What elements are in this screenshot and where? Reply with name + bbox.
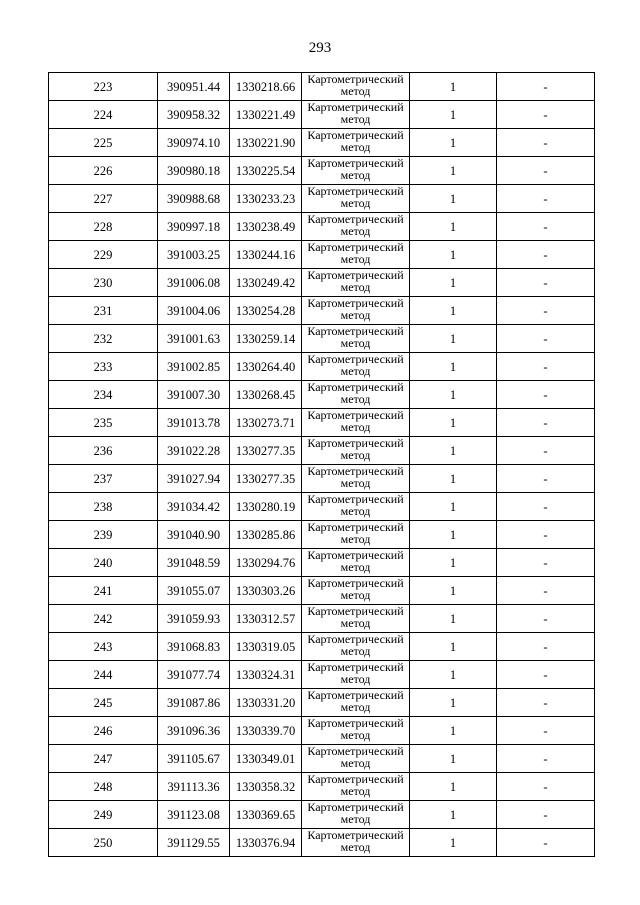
point-number-cell: 239 bbox=[49, 521, 158, 549]
note-cell: - bbox=[497, 661, 595, 689]
accuracy-cell: 1 bbox=[410, 465, 497, 493]
note-cell: - bbox=[497, 829, 595, 857]
point-number-cell: 242 bbox=[49, 605, 158, 633]
method-line2: метод bbox=[340, 421, 371, 434]
coordinate-x-cell: 391087.86 bbox=[158, 689, 230, 717]
note-cell: - bbox=[497, 437, 595, 465]
method-line1: Картометрический bbox=[307, 212, 404, 226]
point-number-cell: 248 bbox=[49, 773, 158, 801]
table-row bbox=[49, 129, 595, 157]
coordinate-x-cell: 391002.85 bbox=[158, 353, 230, 381]
table-body bbox=[49, 73, 595, 857]
point-number-cell: 234 bbox=[49, 381, 158, 409]
table-row bbox=[49, 773, 595, 801]
coordinate-y-cell: 1330277.35 bbox=[230, 437, 302, 465]
table-row bbox=[49, 213, 595, 241]
point-number-cell: 243 bbox=[49, 633, 158, 661]
method-cell bbox=[302, 185, 410, 213]
method-line2: метод bbox=[340, 225, 371, 238]
method-line1: Картометрический bbox=[307, 660, 404, 674]
accuracy-cell: 1 bbox=[410, 213, 497, 241]
method-cell bbox=[302, 745, 410, 773]
point-number-cell: 235 bbox=[49, 409, 158, 437]
accuracy-cell: 1 bbox=[410, 745, 497, 773]
method-line2: метод bbox=[340, 645, 371, 658]
method-cell bbox=[302, 521, 410, 549]
point-number-cell: 231 bbox=[49, 297, 158, 325]
coordinate-y-cell: 1330249.42 bbox=[230, 269, 302, 297]
method-cell bbox=[302, 829, 410, 857]
method-cell bbox=[302, 773, 410, 801]
table-row bbox=[49, 689, 595, 717]
method-cell bbox=[302, 129, 410, 157]
method-line2: метод bbox=[340, 197, 371, 210]
coordinate-y-cell: 1330312.57 bbox=[230, 605, 302, 633]
accuracy-cell: 1 bbox=[410, 297, 497, 325]
method-line2: метод bbox=[340, 673, 371, 686]
method-line1: Картометрический bbox=[307, 604, 404, 618]
point-number-cell: 229 bbox=[49, 241, 158, 269]
page-number: 293 bbox=[308, 40, 332, 56]
coordinate-y-cell: 1330319.05 bbox=[230, 633, 302, 661]
coordinate-x-cell: 390988.68 bbox=[158, 185, 230, 213]
table-row bbox=[49, 157, 595, 185]
coordinate-x-cell: 390951.44 bbox=[158, 73, 230, 101]
coordinate-y-cell: 1330339.70 bbox=[230, 717, 302, 745]
table-row bbox=[49, 269, 595, 297]
method-line1: Картометрический bbox=[307, 240, 404, 254]
method-cell bbox=[302, 325, 410, 353]
method-line2: метод bbox=[340, 449, 371, 462]
point-number-cell: 225 bbox=[49, 129, 158, 157]
coordinate-y-cell: 1330225.54 bbox=[230, 157, 302, 185]
accuracy-cell: 1 bbox=[410, 549, 497, 577]
table-row bbox=[49, 717, 595, 745]
accuracy-cell: 1 bbox=[410, 381, 497, 409]
point-number-cell: 236 bbox=[49, 437, 158, 465]
table-row bbox=[49, 745, 595, 773]
table-row bbox=[49, 465, 595, 493]
note-cell: - bbox=[497, 409, 595, 437]
method-line1: Картометрический bbox=[307, 268, 404, 282]
coordinate-x-cell: 391077.74 bbox=[158, 661, 230, 689]
accuracy-cell: 1 bbox=[410, 129, 497, 157]
note-cell: - bbox=[497, 745, 595, 773]
coordinate-x-cell: 391022.28 bbox=[158, 437, 230, 465]
method-line2: метод bbox=[340, 309, 371, 322]
note-cell: - bbox=[497, 213, 595, 241]
table-row bbox=[49, 409, 595, 437]
coordinate-y-cell: 1330259.14 bbox=[230, 325, 302, 353]
method-line1: Картометрический bbox=[307, 688, 404, 702]
table-row bbox=[49, 353, 595, 381]
accuracy-cell: 1 bbox=[410, 353, 497, 381]
coordinate-x-cell: 391007.30 bbox=[158, 381, 230, 409]
coordinate-y-cell: 1330331.20 bbox=[230, 689, 302, 717]
accuracy-cell: 1 bbox=[410, 521, 497, 549]
method-line2: метод bbox=[340, 113, 371, 126]
method-line2: метод bbox=[340, 841, 371, 854]
method-cell bbox=[302, 157, 410, 185]
note-cell: - bbox=[497, 773, 595, 801]
table-row bbox=[49, 661, 595, 689]
coordinate-y-cell: 1330358.32 bbox=[230, 773, 302, 801]
point-number-cell: 226 bbox=[49, 157, 158, 185]
coordinate-y-cell: 1330280.19 bbox=[230, 493, 302, 521]
method-line2: метод bbox=[340, 365, 371, 378]
coordinate-y-cell: 1330221.90 bbox=[230, 129, 302, 157]
method-line2: метод bbox=[340, 589, 371, 602]
method-line1: Картометрический bbox=[307, 520, 404, 534]
point-number-cell: 238 bbox=[49, 493, 158, 521]
note-cell: - bbox=[497, 465, 595, 493]
method-line2: метод bbox=[340, 757, 371, 770]
accuracy-cell: 1 bbox=[410, 73, 497, 101]
note-cell: - bbox=[497, 633, 595, 661]
coordinate-x-cell: 391096.36 bbox=[158, 717, 230, 745]
coordinate-x-cell: 391034.42 bbox=[158, 493, 230, 521]
method-line1: Картометрический bbox=[307, 408, 404, 422]
coordinate-x-cell: 390980.18 bbox=[158, 157, 230, 185]
note-cell: - bbox=[497, 241, 595, 269]
table-row bbox=[49, 101, 595, 129]
point-number-cell: 232 bbox=[49, 325, 158, 353]
note-cell: - bbox=[497, 129, 595, 157]
accuracy-cell: 1 bbox=[410, 773, 497, 801]
method-cell bbox=[302, 689, 410, 717]
method-line1: Картометрический bbox=[307, 184, 404, 198]
method-cell bbox=[302, 409, 410, 437]
point-number-cell: 244 bbox=[49, 661, 158, 689]
coordinate-x-cell: 391006.08 bbox=[158, 269, 230, 297]
method-cell bbox=[302, 353, 410, 381]
method-line1: Картометрический bbox=[307, 492, 404, 506]
method-line2: метод bbox=[340, 785, 371, 798]
method-line2: метод bbox=[340, 729, 371, 742]
table-row bbox=[49, 521, 595, 549]
note-cell: - bbox=[497, 577, 595, 605]
point-number-cell: 241 bbox=[49, 577, 158, 605]
point-number-cell: 237 bbox=[49, 465, 158, 493]
method-cell bbox=[302, 465, 410, 493]
accuracy-cell: 1 bbox=[410, 633, 497, 661]
accuracy-cell: 1 bbox=[410, 605, 497, 633]
accuracy-cell: 1 bbox=[410, 577, 497, 605]
method-cell bbox=[302, 577, 410, 605]
table-row bbox=[49, 73, 595, 101]
coordinate-y-cell: 1330254.28 bbox=[230, 297, 302, 325]
point-number-cell: 227 bbox=[49, 185, 158, 213]
method-line1: Картометрический bbox=[307, 352, 404, 366]
coordinate-x-cell: 391059.93 bbox=[158, 605, 230, 633]
point-number-cell: 247 bbox=[49, 745, 158, 773]
table-row bbox=[49, 577, 595, 605]
coordinate-x-cell: 391001.63 bbox=[158, 325, 230, 353]
point-number-cell: 230 bbox=[49, 269, 158, 297]
method-cell bbox=[302, 73, 410, 101]
accuracy-cell: 1 bbox=[410, 717, 497, 745]
method-line1: Картометрический bbox=[307, 436, 404, 450]
method-line2: метод bbox=[340, 477, 371, 490]
note-cell: - bbox=[497, 717, 595, 745]
note-cell: - bbox=[497, 381, 595, 409]
table-row bbox=[49, 297, 595, 325]
accuracy-cell: 1 bbox=[410, 241, 497, 269]
method-line1: Картометрический bbox=[307, 800, 404, 814]
coordinates-table bbox=[48, 72, 595, 857]
method-cell bbox=[302, 661, 410, 689]
method-line2: метод bbox=[340, 337, 371, 350]
note-cell: - bbox=[497, 157, 595, 185]
point-number-cell: 228 bbox=[49, 213, 158, 241]
coordinate-x-cell: 390997.18 bbox=[158, 213, 230, 241]
method-cell bbox=[302, 549, 410, 577]
coordinate-y-cell: 1330268.45 bbox=[230, 381, 302, 409]
coordinate-y-cell: 1330285.86 bbox=[230, 521, 302, 549]
method-line1: Картометрический bbox=[307, 716, 404, 730]
table-row bbox=[49, 493, 595, 521]
point-number-cell: 250 bbox=[49, 829, 158, 857]
table-row bbox=[49, 325, 595, 353]
method-line2: метод bbox=[340, 701, 371, 714]
note-cell: - bbox=[497, 353, 595, 381]
method-line1: Картометрический bbox=[307, 156, 404, 170]
note-cell: - bbox=[497, 185, 595, 213]
method-line2: метод bbox=[340, 813, 371, 826]
accuracy-cell: 1 bbox=[410, 689, 497, 717]
note-cell: - bbox=[497, 521, 595, 549]
method-cell bbox=[302, 633, 410, 661]
method-cell bbox=[302, 241, 410, 269]
accuracy-cell: 1 bbox=[410, 829, 497, 857]
coordinate-y-cell: 1330218.66 bbox=[230, 73, 302, 101]
method-line2: метод bbox=[340, 505, 371, 518]
method-line1: Картометрический bbox=[307, 72, 404, 86]
coordinate-y-cell: 1330294.76 bbox=[230, 549, 302, 577]
coordinate-x-cell: 391027.94 bbox=[158, 465, 230, 493]
note-cell: - bbox=[497, 269, 595, 297]
method-line2: метод bbox=[340, 253, 371, 266]
method-line2: метод bbox=[340, 393, 371, 406]
method-line2: метод bbox=[340, 141, 371, 154]
method-cell bbox=[302, 437, 410, 465]
method-cell bbox=[302, 213, 410, 241]
method-line2: метод bbox=[340, 169, 371, 182]
point-number-cell: 224 bbox=[49, 101, 158, 129]
table-row bbox=[49, 605, 595, 633]
note-cell: - bbox=[497, 801, 595, 829]
method-line1: Картометрический bbox=[307, 576, 404, 590]
point-number-cell: 233 bbox=[49, 353, 158, 381]
coordinate-y-cell: 1330324.31 bbox=[230, 661, 302, 689]
coordinate-x-cell: 391003.25 bbox=[158, 241, 230, 269]
note-cell: - bbox=[497, 325, 595, 353]
coordinate-y-cell: 1330376.94 bbox=[230, 829, 302, 857]
coordinate-y-cell: 1330221.49 bbox=[230, 101, 302, 129]
coordinate-y-cell: 1330273.71 bbox=[230, 409, 302, 437]
table-row bbox=[49, 633, 595, 661]
accuracy-cell: 1 bbox=[410, 185, 497, 213]
note-cell: - bbox=[497, 605, 595, 633]
accuracy-cell: 1 bbox=[410, 493, 497, 521]
method-line1: Картометрический bbox=[307, 828, 404, 842]
coordinate-x-cell: 391129.55 bbox=[158, 829, 230, 857]
method-line1: Картометрический bbox=[307, 464, 404, 478]
coordinate-x-cell: 391113.36 bbox=[158, 773, 230, 801]
method-cell bbox=[302, 717, 410, 745]
method-cell bbox=[302, 101, 410, 129]
method-line1: Картометрический bbox=[307, 324, 404, 338]
table-row bbox=[49, 437, 595, 465]
coordinate-y-cell: 1330244.16 bbox=[230, 241, 302, 269]
point-number-cell: 240 bbox=[49, 549, 158, 577]
method-line1: Картометрический bbox=[307, 632, 404, 646]
point-number-cell: 245 bbox=[49, 689, 158, 717]
method-cell bbox=[302, 297, 410, 325]
coordinate-x-cell: 391048.59 bbox=[158, 549, 230, 577]
method-cell bbox=[302, 605, 410, 633]
method-line2: метод bbox=[340, 561, 371, 574]
method-line1: Картометрический bbox=[307, 380, 404, 394]
accuracy-cell: 1 bbox=[410, 325, 497, 353]
table-row bbox=[49, 241, 595, 269]
note-cell: - bbox=[497, 549, 595, 577]
note-cell: - bbox=[497, 689, 595, 717]
table-row bbox=[49, 801, 595, 829]
method-line2: метод bbox=[340, 617, 371, 630]
accuracy-cell: 1 bbox=[410, 101, 497, 129]
coordinate-y-cell: 1330303.26 bbox=[230, 577, 302, 605]
accuracy-cell: 1 bbox=[410, 269, 497, 297]
method-cell bbox=[302, 269, 410, 297]
note-cell: - bbox=[497, 101, 595, 129]
point-number-cell: 249 bbox=[49, 801, 158, 829]
accuracy-cell: 1 bbox=[410, 661, 497, 689]
method-cell bbox=[302, 493, 410, 521]
coordinate-y-cell: 1330369.65 bbox=[230, 801, 302, 829]
method-line1: Картометрический bbox=[307, 772, 404, 786]
method-line2: метод bbox=[340, 533, 371, 546]
note-cell: - bbox=[497, 73, 595, 101]
accuracy-cell: 1 bbox=[410, 437, 497, 465]
coordinate-x-cell: 391105.67 bbox=[158, 745, 230, 773]
point-number-cell: 223 bbox=[49, 73, 158, 101]
accuracy-cell: 1 bbox=[410, 801, 497, 829]
coordinate-y-cell: 1330238.49 bbox=[230, 213, 302, 241]
accuracy-cell: 1 bbox=[410, 409, 497, 437]
point-number-cell: 246 bbox=[49, 717, 158, 745]
table-row bbox=[49, 549, 595, 577]
coordinate-x-cell: 391123.08 bbox=[158, 801, 230, 829]
coordinate-x-cell: 391055.07 bbox=[158, 577, 230, 605]
coordinate-x-cell: 391068.83 bbox=[158, 633, 230, 661]
coordinate-x-cell: 391004.06 bbox=[158, 297, 230, 325]
table-row bbox=[49, 381, 595, 409]
method-cell bbox=[302, 801, 410, 829]
coordinate-x-cell: 390958.32 bbox=[158, 101, 230, 129]
coordinate-x-cell: 391013.78 bbox=[158, 409, 230, 437]
method-line2: метод bbox=[340, 85, 371, 98]
method-line1: Картометрический bbox=[307, 744, 404, 758]
coordinate-x-cell: 391040.90 bbox=[158, 521, 230, 549]
note-cell: - bbox=[497, 493, 595, 521]
method-line2: метод bbox=[340, 281, 371, 294]
method-line1: Картометрический bbox=[307, 100, 404, 114]
note-cell: - bbox=[497, 297, 595, 325]
method-line1: Картометрический bbox=[307, 548, 404, 562]
table-row bbox=[49, 829, 595, 857]
method-line1: Картометрический bbox=[307, 296, 404, 310]
coordinate-y-cell: 1330264.40 bbox=[230, 353, 302, 381]
table-row bbox=[49, 185, 595, 213]
method-line1: Картометрический bbox=[307, 128, 404, 142]
coordinate-y-cell: 1330349.01 bbox=[230, 745, 302, 773]
method-cell bbox=[302, 381, 410, 409]
coordinate-x-cell: 390974.10 bbox=[158, 129, 230, 157]
accuracy-cell: 1 bbox=[410, 157, 497, 185]
coordinate-y-cell: 1330233.23 bbox=[230, 185, 302, 213]
coordinate-y-cell: 1330277.35 bbox=[230, 465, 302, 493]
